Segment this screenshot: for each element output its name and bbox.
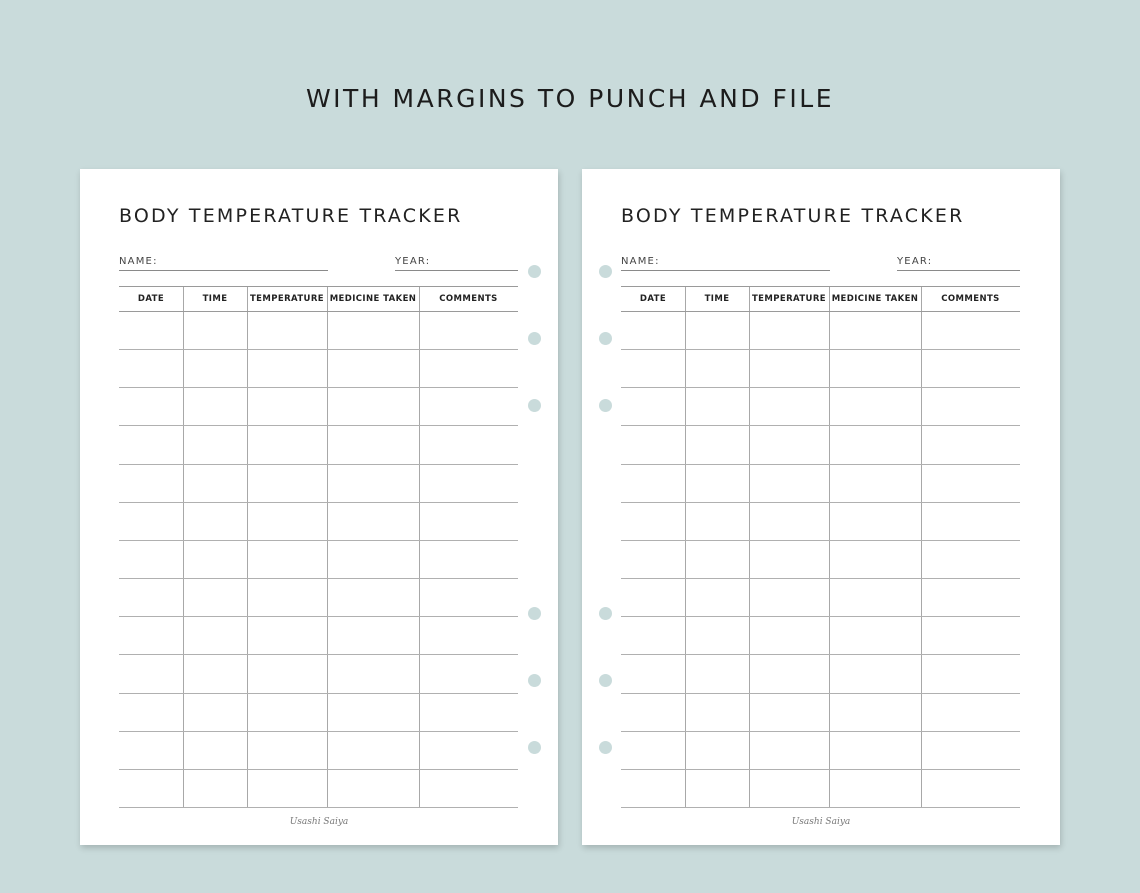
table-row-divider (621, 654, 1020, 655)
table-row-divider (119, 425, 518, 426)
table-row-divider (119, 807, 518, 808)
column-header-date: DATE (137, 294, 165, 304)
table-row-divider (621, 540, 1020, 541)
column-header-comments: COMMENTS (941, 294, 1000, 304)
column-header-comments: COMMENTS (439, 294, 498, 304)
punch-hole (599, 265, 612, 278)
punch-hole (599, 332, 612, 345)
tracker-table (621, 286, 1020, 807)
planner-sheet-right (582, 169, 1060, 845)
column-header-temperature: TEMPERATURE (249, 294, 324, 304)
year-field[interactable]: YEAR: (897, 256, 1020, 271)
punch-hole (599, 399, 612, 412)
punch-hole (528, 607, 541, 620)
column-divider (749, 287, 750, 807)
name-field[interactable]: NAME: (119, 256, 328, 271)
column-header-time: TIME (704, 294, 730, 304)
column-divider (327, 287, 328, 807)
punch-hole (599, 607, 612, 620)
table-row-divider (119, 502, 518, 503)
name-field[interactable]: NAME: (621, 256, 830, 271)
planner-sheet-left (80, 169, 558, 845)
table-row-divider (119, 578, 518, 579)
sheet-title: BODY TEMPERATURE TRACKER (621, 205, 965, 227)
table-row-divider (119, 769, 518, 770)
signature-logo: Usashi Saiya (289, 817, 349, 827)
table-row-divider (621, 616, 1020, 617)
table-row-divider (621, 693, 1020, 694)
column-header-time: TIME (202, 294, 228, 304)
tracker-table (119, 286, 518, 807)
table-row-divider (621, 731, 1020, 732)
table-row-divider (621, 425, 1020, 426)
table-row-divider (119, 616, 518, 617)
table-row-divider (119, 654, 518, 655)
punch-hole (528, 741, 541, 754)
punch-hole (528, 332, 541, 345)
table-row-divider (621, 769, 1020, 770)
punch-hole (528, 265, 541, 278)
punch-hole (528, 399, 541, 412)
sheet-title: BODY TEMPERATURE TRACKER (119, 205, 463, 227)
column-header-medicine-taken: MEDICINE TAKEN (329, 294, 417, 304)
column-header-medicine-taken: MEDICINE TAKEN (831, 294, 919, 304)
page-headline: WITH MARGINS TO PUNCH AND FILE (305, 84, 835, 113)
punch-hole (599, 674, 612, 687)
header-divider (119, 311, 518, 312)
column-divider (829, 287, 830, 807)
table-row-divider (119, 731, 518, 732)
year-field[interactable]: YEAR: (395, 256, 518, 271)
column-divider (247, 287, 248, 807)
column-divider (921, 287, 922, 807)
table-row-divider (119, 540, 518, 541)
table-row-divider (621, 502, 1020, 503)
column-header-temperature: TEMPERATURE (751, 294, 826, 304)
column-divider (685, 287, 686, 807)
table-row-divider (119, 387, 518, 388)
table-row-divider (119, 349, 518, 350)
table-row-divider (119, 464, 518, 465)
table-row-divider (621, 387, 1020, 388)
table-row-divider (621, 807, 1020, 808)
table-row-divider (119, 693, 518, 694)
column-header-date: DATE (639, 294, 667, 304)
signature-logo: Usashi Saiya (791, 817, 851, 827)
column-divider (419, 287, 420, 807)
table-row-divider (621, 578, 1020, 579)
column-divider (183, 287, 184, 807)
table-row-divider (621, 349, 1020, 350)
header-divider (621, 311, 1020, 312)
punch-hole (528, 674, 541, 687)
punch-hole (599, 741, 612, 754)
table-row-divider (621, 464, 1020, 465)
